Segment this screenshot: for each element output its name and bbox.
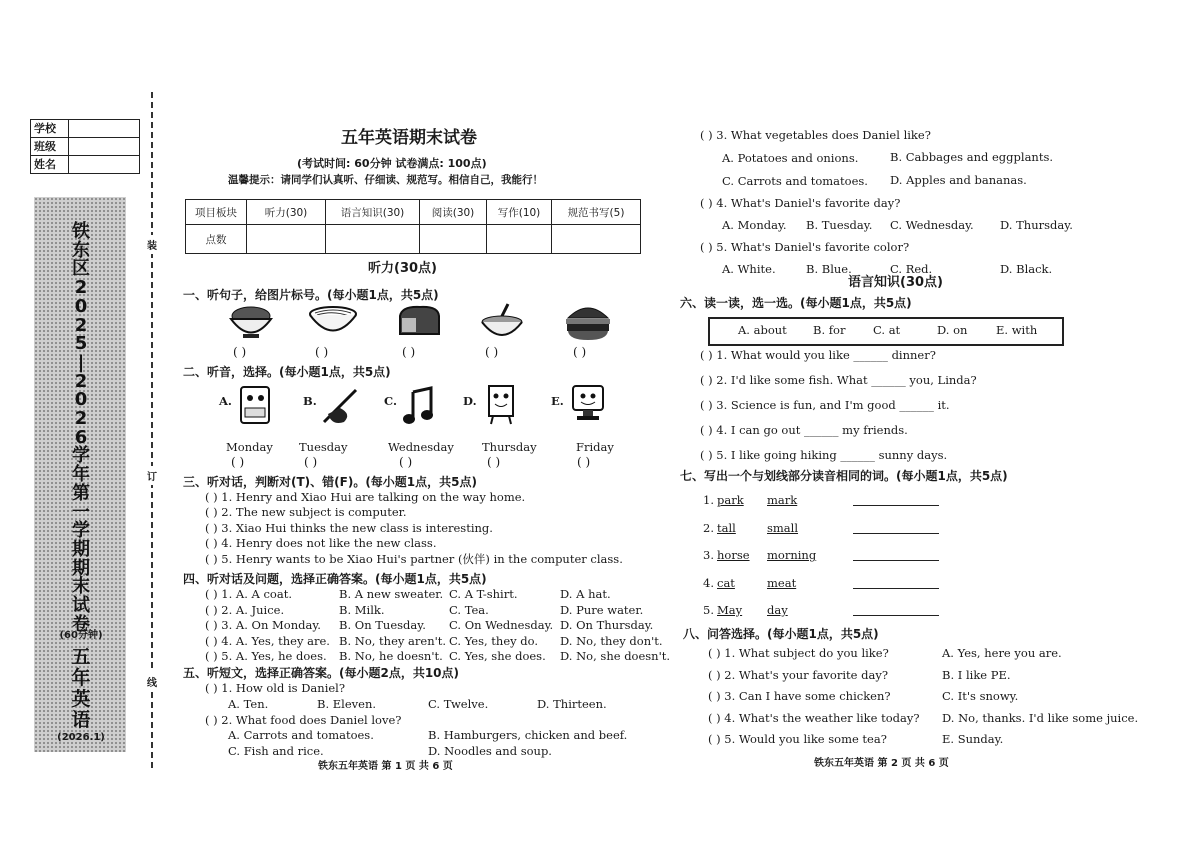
- item-number: 5.: [703, 603, 714, 617]
- option-letter: E.: [551, 394, 564, 408]
- score-row-label: 点数: [186, 225, 247, 254]
- sidebar-title-char: 6: [74, 426, 88, 448]
- option: B. Eleven.: [317, 697, 377, 711]
- match-question: ( ) 3. Can I have some chicken?: [708, 689, 891, 703]
- section-2-title: 二、听音，选择。(每小题1点，共5点): [183, 365, 391, 379]
- pronunciation-word: park: [717, 493, 744, 507]
- sidebar-title-char: 学: [72, 520, 90, 542]
- binding-label-3: 线: [147, 672, 157, 691]
- noodles-bowl-icon: [307, 304, 359, 340]
- mc-question-option: ( ) 2. A. Juice.: [205, 602, 285, 617]
- answer-line[interactable]: [853, 615, 939, 616]
- answer-blank[interactable]: ( ): [402, 345, 416, 359]
- day-label: Tuesday: [299, 440, 348, 454]
- answer-blank[interactable]: ( ): [485, 345, 499, 359]
- question: ( ) 4. What's Daniel's favorite day?: [700, 196, 901, 210]
- day-label: Thursday: [482, 440, 537, 454]
- option-letter: B.: [303, 394, 317, 408]
- sidebar-title-char: 卷: [72, 613, 90, 635]
- tf-item: ( ) 3. Xiao Hui thinks the new class is interesting.: [205, 521, 493, 535]
- sidebar-title-char: 年: [72, 464, 90, 486]
- mc-option: B. Milk.: [339, 602, 385, 617]
- mc-question-option: ( ) 5. A. Yes, he does.: [205, 649, 327, 663]
- book-character-icon: [480, 380, 522, 426]
- question: ( ) 1. How old is Daniel?: [205, 681, 346, 695]
- hamburger-icon: [563, 300, 613, 342]
- mc-option: D. Pure water.: [560, 602, 644, 617]
- option: C. Carrots and tomatoes.: [722, 174, 868, 188]
- option: A. Ten.: [228, 697, 269, 711]
- fill-item: ( ) 1. What would you like ______ dinner?: [700, 348, 936, 362]
- option-letter: C.: [384, 394, 397, 408]
- sidebar-subject-char: 英: [71, 688, 91, 710]
- pronunciation-word: meat: [767, 575, 797, 590]
- sidebar-title-char: 东: [72, 239, 90, 261]
- language-heading: 语言知识(30点): [848, 275, 943, 290]
- fill-item: ( ) 4. I can go out ______ my friends.: [700, 423, 908, 437]
- section-4-title: 四、听对话及问题，选择正确答案。(每小题1点，共5点): [183, 572, 487, 586]
- sidebar-title-char: 第: [72, 482, 90, 504]
- sidebar-title-char: 末: [72, 576, 90, 598]
- option: B. Hamburgers, chicken and beef.: [428, 728, 628, 742]
- question: ( ) 2. What food does Daniel love?: [205, 713, 402, 727]
- class-label: 班级: [31, 138, 69, 155]
- option: B. Blue.: [806, 262, 852, 276]
- score-cell[interactable]: [552, 225, 641, 254]
- word-option: C. at: [873, 323, 901, 337]
- footer-page-1: 铁东五年英语 第 1 页 共 6 页: [318, 761, 453, 772]
- score-header: 写作(10): [487, 200, 552, 225]
- science-book-icon: [234, 384, 276, 428]
- pronunciation-word: morning: [767, 548, 817, 562]
- mc-option: B. A new sweater.: [339, 587, 444, 601]
- soup-icon: [478, 302, 526, 342]
- section-8-title: 八、问答选择。(每小题1点，共5点): [683, 627, 879, 641]
- word-option: B. for: [813, 323, 846, 337]
- tf-item: ( ) 2. The new subject is computer.: [205, 505, 407, 519]
- day-label: Wednesday: [388, 440, 454, 454]
- binding-label-1: 装: [147, 235, 157, 254]
- mc-option: D. On Thursday.: [560, 618, 654, 632]
- mc-option: B. On Tuesday.: [339, 618, 426, 632]
- score-cell[interactable]: [326, 225, 420, 254]
- section-6-title: 六、读一读，选一选。(每小题1点，共5点): [680, 296, 912, 310]
- sidebar-title-char: 期: [72, 538, 90, 560]
- tf-item: ( ) 1. Henry and Xiao Hui are talking on the way home.: [205, 490, 526, 504]
- pronunciation-word: mark: [767, 493, 798, 507]
- answer-blank[interactable]: ( ): [573, 345, 587, 359]
- answer-line[interactable]: [853, 533, 939, 534]
- match-question: ( ) 5. Would you like some tea?: [708, 732, 887, 746]
- score-header: 项目板块: [186, 200, 247, 225]
- answer-line[interactable]: [853, 588, 939, 589]
- page-title: 五年英语期末试卷: [341, 128, 477, 148]
- word-option: A. about: [738, 323, 787, 337]
- sidebar-subject-char: 年: [71, 667, 91, 689]
- day-label: Friday: [576, 440, 614, 454]
- item-number: 3.: [703, 548, 714, 562]
- option: A. Carrots and tomatoes.: [228, 728, 374, 742]
- tf-item: ( ) 4. Henry does not like the new class.: [205, 536, 437, 550]
- fill-item: ( ) 2. I'd like some fish. What ______ you, Linda?: [700, 373, 977, 387]
- binding-label-2: 订: [147, 466, 157, 485]
- fill-item: ( ) 5. I like going hiking ______ sunny days.: [700, 448, 948, 462]
- day-label: Monday: [226, 440, 273, 454]
- mc-question-option: ( ) 1. A. A coat.: [205, 587, 292, 601]
- sidebar-title-char: 2: [74, 314, 88, 336]
- sidebar-title-char: |: [77, 351, 85, 373]
- mc-option: C. A T-shirt.: [449, 587, 518, 601]
- match-question: ( ) 2. What's your favorite day?: [708, 668, 888, 682]
- mc-option: B. No, they aren't.: [339, 633, 447, 648]
- answer-blank[interactable]: ( ): [487, 455, 501, 469]
- mc-option: D. No, they don't.: [560, 633, 663, 648]
- option: D. Thirteen.: [537, 697, 607, 711]
- answer-blank[interactable]: ( ): [233, 345, 247, 359]
- pronunciation-word: tall: [717, 520, 736, 535]
- score-header: 规范书写(5): [552, 200, 641, 225]
- answer-line[interactable]: [853, 560, 939, 561]
- computer-icon: [565, 380, 611, 426]
- footer-page-2: 铁东五年英语 第 2 页 共 6 页: [814, 758, 949, 769]
- pronunciation-word: small: [767, 520, 799, 535]
- section-5-title: 五、听短文，选择正确答案。(每小题2点，共10点): [183, 666, 460, 680]
- sidebar-title-char: 5: [74, 333, 88, 355]
- violin-icon: [318, 384, 362, 428]
- exam-meta: (考试时间: 60分钟 试卷满点: 100点): [297, 157, 487, 170]
- sidebar-title-char: 2: [74, 370, 88, 392]
- mc-option: C. On Wednesday.: [449, 618, 554, 632]
- mc-option: C. Yes, they do.: [449, 633, 539, 648]
- sidebar-title-char: 学: [72, 445, 90, 467]
- match-answer: E. Sunday.: [942, 732, 1004, 746]
- school-label: 学校: [31, 120, 69, 137]
- sidebar-title-char: 期: [72, 557, 90, 579]
- mc-question-option: ( ) 3. A. On Monday.: [205, 618, 321, 632]
- option: B. Tuesday.: [806, 218, 873, 232]
- score-table: [185, 199, 641, 254]
- sidebar-title-char: 一: [72, 501, 90, 523]
- section-3-title: 三、听对话，判断对(T)、错(F)。(每小题1点，共5点): [183, 475, 477, 489]
- mc-option: B. No, he doesn't.: [339, 649, 443, 663]
- item-number: 1.: [703, 493, 714, 507]
- answer-blank[interactable]: ( ): [315, 345, 329, 359]
- option: D. Thursday.: [1000, 218, 1073, 232]
- rice-bowl-icon: [228, 302, 274, 340]
- fill-item: ( ) 3. Science is fun, and I'm good ______ it.: [700, 398, 950, 412]
- option: C. Wednesday.: [890, 218, 974, 232]
- music-note-icon: [402, 384, 438, 428]
- match-question: ( ) 1. What subject do you like?: [708, 646, 889, 660]
- score-cell[interactable]: [247, 225, 326, 254]
- answer-blank[interactable]: ( ): [577, 455, 591, 469]
- score-cell[interactable]: [420, 225, 487, 254]
- question: ( ) 3. What vegetables does Daniel like?: [700, 128, 931, 142]
- sidebar-date: (2026.1): [57, 732, 105, 743]
- tf-item: ( ) 5. Henry wants to be Xiao Hui's partner (伙伴) in the computer class.: [205, 552, 623, 566]
- mc-question-option: ( ) 4. A. Yes, they are.: [205, 633, 330, 648]
- answer-blank[interactable]: ( ): [231, 455, 245, 469]
- binding-line: [151, 92, 153, 768]
- option-letter: A.: [219, 394, 232, 408]
- mc-option: D. No, she doesn't.: [560, 649, 671, 663]
- score-cell[interactable]: [487, 225, 552, 254]
- score-header: 语言知识(30): [326, 200, 420, 225]
- exam-tip: 温馨提示：请同学们认真听、仔细读、规范写。相信自己，我能行！: [228, 174, 543, 186]
- option: B. Cabbages and eggplants.: [890, 150, 1054, 164]
- mc-option: D. A hat.: [560, 587, 611, 601]
- mc-option: C. Yes, she does.: [449, 649, 546, 663]
- match-question: ( ) 4. What's the weather like today?: [708, 711, 920, 725]
- option: D. Black.: [1000, 262, 1053, 276]
- sidebar-title-char: 区: [72, 258, 90, 280]
- option: C. Red.: [890, 262, 933, 276]
- option: A. White.: [722, 262, 776, 276]
- sidebar-title-char: 0: [74, 295, 88, 317]
- match-answer: D. No, thanks. I'd like some juice.: [942, 711, 1139, 725]
- sidebar-subject-char: 五: [71, 646, 91, 668]
- score-header: 听力(30): [247, 200, 326, 225]
- pronunciation-word: cat: [717, 575, 735, 590]
- bread-icon: [396, 304, 442, 340]
- option: D. Apples and bananas.: [890, 173, 1027, 187]
- match-answer: B. I like PE.: [942, 668, 1011, 682]
- sidebar-title-char: 0: [74, 389, 88, 411]
- sidebar-title-char: 2: [74, 408, 88, 429]
- student-info-box: [30, 119, 140, 174]
- item-number: 2.: [703, 520, 714, 535]
- item-number: 4.: [703, 575, 714, 590]
- match-answer: C. It's snowy.: [942, 689, 1019, 703]
- sidebar-title-char: 2: [74, 277, 88, 299]
- sidebar-title-char: 铁: [72, 221, 90, 242]
- pronunciation-word: May: [717, 603, 743, 617]
- section-1-title: 一、听句子，给图片标号。(每小题1点，共5点): [183, 288, 439, 302]
- word-option: E. with: [996, 323, 1038, 337]
- answer-line[interactable]: [853, 505, 939, 506]
- option: A. Potatoes and onions.: [722, 151, 859, 165]
- option: C. Twelve.: [428, 697, 489, 711]
- question: ( ) 5. What's Daniel's favorite color?: [700, 240, 910, 254]
- answer-blank[interactable]: ( ): [399, 455, 413, 469]
- match-answer: A. Yes, here you are.: [942, 646, 1062, 660]
- name-label: 姓名: [31, 156, 69, 173]
- listening-heading: 听力(30点): [368, 261, 437, 276]
- score-header: 阅读(30): [420, 200, 487, 225]
- sidebar-title-char: 试: [72, 595, 90, 616]
- pronunciation-word: horse: [717, 548, 750, 562]
- sidebar-duration: (60分钟): [59, 630, 103, 641]
- answer-blank[interactable]: ( ): [304, 455, 318, 469]
- option: C. Fish and rice.: [228, 744, 324, 758]
- section-7-title: 七、写出一个与划线部分读音相同的词。(每小题1点，共5点): [680, 469, 1008, 483]
- mc-option: C. Tea.: [449, 602, 489, 617]
- word-option: D. on: [937, 323, 968, 337]
- pronunciation-word: day: [767, 603, 788, 617]
- option: D. Noodles and soup.: [428, 744, 552, 758]
- sidebar-subject-char: 语: [71, 709, 91, 731]
- option-letter: D.: [463, 394, 477, 408]
- option: A. Monday.: [722, 218, 787, 232]
